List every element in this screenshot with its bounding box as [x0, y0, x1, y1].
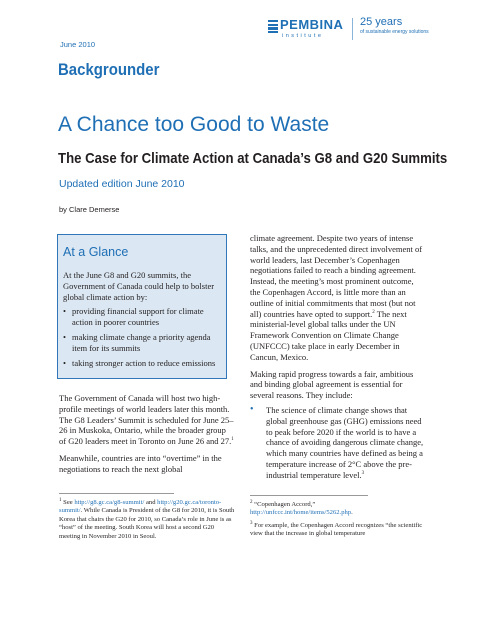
footnote-ref: 1	[231, 437, 234, 443]
list-item: • The science of climate change shows that global greenhouse gas (GHG) emissions need to peak before 2020 if the world is to have a chance of avoiding dangerous climate change, which many countries have defined as being a temperature increase of 2°C above the pre-industrial temperature level.$^3$	[250, 403, 424, 480]
logo-anniversary: 25 years	[360, 16, 403, 28]
footnote-divider	[59, 493, 174, 494]
right-paragraph: climate agreement. Despite two years of intense talks, and the unprecedented direct involvement of world leaders, last December’s Copenhagen negotiations failed to reach a binding agreement. Instead, the meeting’s most prominent outcome, the Copenhagen Accord, is little more than an outline of initial commitments that most (but not all) countries have opted to support.$^2$ The next ministerial-level global talks under the UN Framework Convention on Climate Change (UNFCCC) take place in early December in Cancun, Mexico.	[250, 233, 423, 362]
footnote-ref: 3	[361, 470, 365, 476]
footnote-ref: 2	[372, 309, 375, 315]
section-label: Backgrounder	[58, 60, 160, 79]
glance-body	[63, 270, 223, 368]
author-byline: by Clare Demerse	[59, 205, 120, 214]
footnote-link[interactable]: http://g8.gc.ca/g8-summit/	[74, 498, 145, 506]
footnote-3: $^3$ For example, the Copenhagen Accord recognizes “the scientific view that the increase in global temperature	[250, 520, 423, 538]
footnote-link[interactable]: http://g20.gc.ca/toronto-summit/	[59, 498, 222, 515]
right-paragraph: Making rapid progress towards a fair, ambitious and binding global agreement is essential for several reasons. They include:	[250, 368, 414, 401]
footnote-divider	[250, 495, 368, 496]
bullet-icon: •	[63, 306, 66, 317]
glance-title: At a Glance	[63, 245, 129, 259]
glance-item-text: making climate change a priority agenda item for its summits	[71, 331, 211, 353]
logo-tagline: of sustainable energy solutions	[360, 29, 429, 35]
glance-item	[63, 332, 223, 354]
page-subtitle: The Case for Climate Action at Canada’s G8 and G20 Summits	[58, 150, 448, 167]
glance-item	[63, 306, 223, 328]
glance-item	[63, 358, 223, 369]
footnote-1: $^1$ See http://g8.gc.ca/g8-summit/ and http://g20.gc.ca/toronto-summit/. While Canada is President of the G8 for 2010, it is South Korea that chairs the G20 for 2010, so Canada’s role in June is as “host” of the meeting. South Korea will host a second G20 meeting in November 2010 in Seoul.	[59, 497, 235, 540]
footnote-link[interactable]: http://unfccc.int/home/items/5262.php	[250, 509, 352, 517]
at-a-glance-box	[57, 234, 227, 379]
glance-intro: At the June G8 and G20 summits, the Government of Canada could help to bolster global climate action by:	[63, 270, 215, 302]
logo-name: PEMBINA	[280, 17, 344, 32]
pembina-logo	[258, 16, 458, 46]
logo-divider	[352, 18, 353, 40]
glance-item-text: taking stronger action to reduce emissions	[71, 357, 216, 368]
logo-bars-icon	[268, 20, 278, 36]
issue-date: June 2010	[60, 40, 96, 49]
edition-note: Updated edition June 2010	[59, 178, 185, 190]
bullet-icon: •	[63, 357, 66, 368]
bullet-icon: •	[250, 403, 254, 415]
logo-institute: institute	[282, 33, 324, 39]
left-paragraph: Meanwhile, countries are into “overtime” in the negotiations to reach the next global	[59, 452, 222, 474]
left-paragraph: The Government of Canada will host two high-profile meetings of world leaders later this month. The G8 Leaders’ Summit is scheduled for June 25–26 in Muskoka, Ontario, while the broader group of G20 leaders meet in Toronto on June 26 and 27.$^1$	[59, 393, 234, 447]
bullet-icon: •	[63, 331, 66, 342]
right-column	[250, 233, 426, 539]
left-column	[59, 393, 235, 542]
glance-item-text: providing financial support for climate action in poorer countries	[71, 306, 204, 328]
page-title: A Chance too Good to Waste	[58, 113, 330, 136]
footnote-2: $^2$ “Copenhagen Accord,” http://unfccc.int/home/items/5262.php.	[250, 499, 353, 517]
